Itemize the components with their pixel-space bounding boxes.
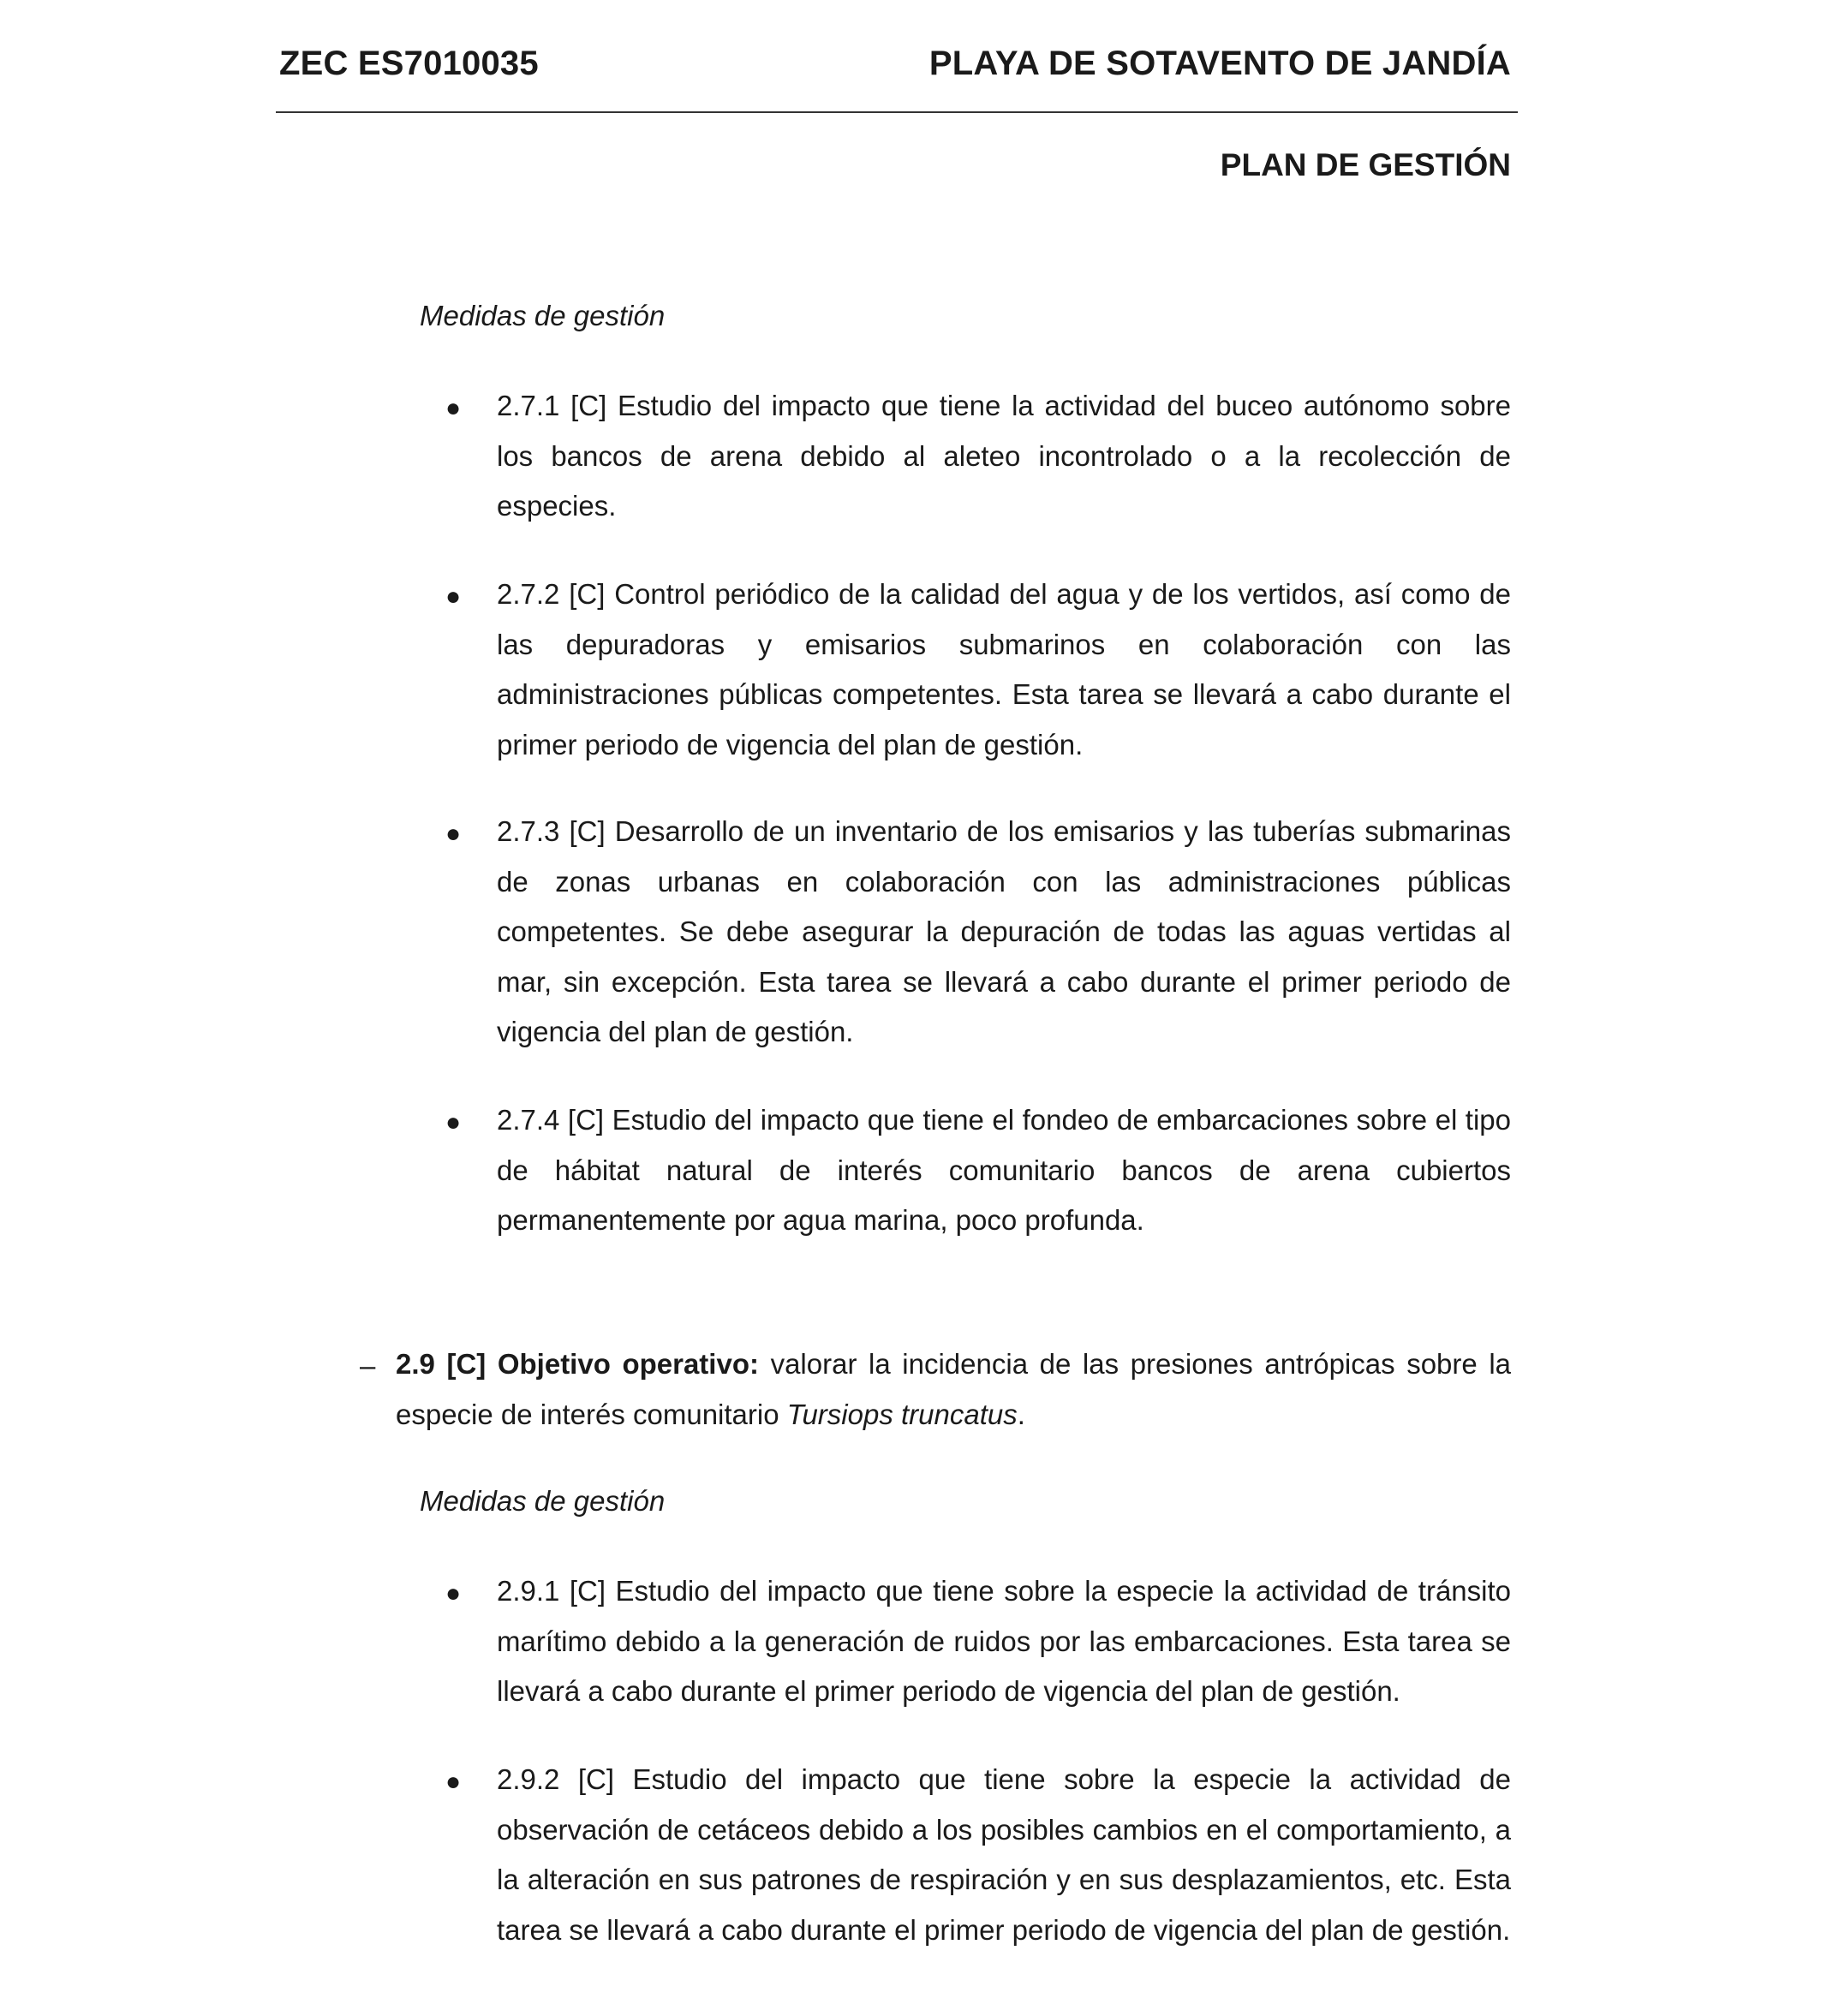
objective-2-9 [396, 1339, 1511, 1440]
header-document-type: PLAN DE GESTIÓN [1220, 147, 1511, 182]
bullet-icon: ● [445, 582, 462, 611]
header-site-code: ZEC ES7010035 [279, 45, 539, 82]
measure-2-7-1: 2.7.1 [C] Estudio del impacto que tiene la actividad del buceo autónomo sobre los bancos de arena debido al aleteo incontrolado o a la recolección de especies. [497, 390, 1511, 522]
header-site-name: PLAYA DE SOTAVENTO DE JANDÍA [928, 45, 1511, 82]
measure-2-9-2: 2.9.2 [C] Estudio del impacto que tiene sobre la especie la actividad de observación de cetáceos debido a los posibles cambios en el comportamiento, a la alteración en sus patrones de respiración y en sus desplazamientos, etc. Esta tarea se llevará a cabo durante el primer periodo de vigencia del plan de gestión. [497, 1763, 1511, 1946]
bullet-icon: ● [445, 394, 462, 422]
measure-2-9-1: 2.9.1 [C] Estudio del impacto que tiene sobre la especie la actividad de tránsito marítimo debido a la generación de ruidos por las embarcaciones. Esta tarea se llevará a cabo durante el primer periodo de vigencia del plan de gestión. [497, 1575, 1511, 1707]
objective-2-9-text: valorar la incidencia de las presiones antrópicas sobre la especie de interés comunitario [396, 1348, 1512, 1430]
dash-marker: – [360, 1350, 376, 1381]
medidas-heading-2-7: Medidas de gestión [420, 300, 666, 331]
bullet-icon: ● [445, 820, 462, 848]
measure-2-7-3: 2.7.3 [C] Desarrollo de un inventario de los emisarios y las tuberías submarinas de zonas urbanas en colaboración con las administraciones públicas competentes. Se debe asegurar la depuración de todas las aguas vertidas al mar, sin excepción. Esta tarea se llevará a cabo durante el primer periodo de vigencia del plan de gestión. [497, 815, 1511, 1047]
bullet-icon: ● [445, 1108, 462, 1136]
objective-2-9-species: Tursiops truncatus [786, 1398, 1018, 1430]
measure-2-7-2: 2.7.2 [C] Control periódico de la calidad del agua y de los vertidos, así como de las depuradoras y emisarios submarinos en colaboración con las administraciones públicas competentes. Esta tarea se llevará a cabo durante el primer periodo de vigencia del plan de gestión. [497, 578, 1511, 760]
bullet-icon: ● [445, 1579, 462, 1607]
objective-2-9-end: . [1017, 1398, 1025, 1430]
bullet-icon: ● [445, 1768, 462, 1796]
measure-2-7-4: 2.7.4 [C] Estudio del impacto que tiene el fondeo de embarcaciones sobre el tipo de hábitat natural de interés comunitario bancos de arena cubiertos permanentemente por agua marina, poco profunda. [497, 1104, 1511, 1236]
header-divider [276, 111, 1518, 113]
objective-2-9-lead: 2.9 [C] Objetivo operativo: [396, 1348, 759, 1380]
medidas-heading-2-9: Medidas de gestión [420, 1485, 666, 1517]
